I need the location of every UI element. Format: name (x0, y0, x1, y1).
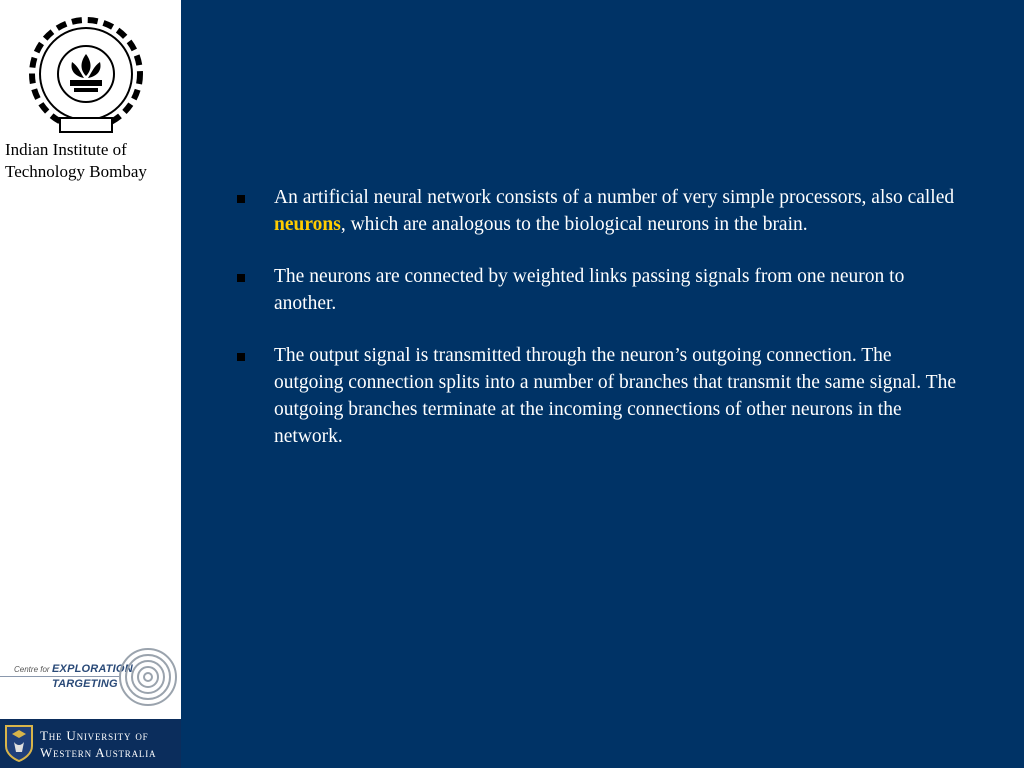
iitb-logo (22, 14, 150, 138)
bullet-list (235, 184, 965, 475)
bullet-item (235, 184, 965, 238)
institute-name-line1: Indian Institute of (5, 140, 127, 159)
bullet-text-after: , which are analogous to the biological neurons in the brain. (340, 214, 808, 235)
institute-name (5, 139, 181, 183)
bullet-item (235, 342, 965, 450)
bullet-square-icon (237, 353, 245, 361)
cet-rings-icon (118, 647, 178, 707)
institute-name-line2: Technology Bombay (5, 162, 147, 181)
slide-content (181, 0, 1024, 768)
cet-logo (0, 645, 181, 709)
uwa-name-line2: Western Australia (40, 745, 157, 760)
bullet-square-icon (237, 274, 245, 282)
bullet-text: The neurons are connected by weighted links passing signals from one neuron to another. (274, 266, 905, 314)
cet-logo-rule (0, 676, 120, 677)
uwa-name-line1: The University of (40, 728, 149, 743)
bullet-item (235, 263, 965, 317)
uwa-banner (0, 719, 181, 768)
uwa-crest-icon (4, 724, 34, 762)
highlight-term: neurons (274, 214, 341, 235)
cet-logo-line2: TARGETING (52, 678, 118, 690)
cet-logo-small-text: Centre for (14, 665, 50, 674)
bullet-text-before: An artificial neural network consists of a number of very simple processors, also called (274, 187, 955, 208)
bullet-text: The output signal is transmitted through the neuron’s outgoing connection. The outgoing connection splits into a number of branches that transmit the same signal. The outgoing branches terminate at the incoming connections of other neurons in the network. (274, 345, 956, 447)
cet-logo-line1: EXPLORATION (52, 663, 133, 675)
bullet-square-icon (237, 195, 245, 203)
sidebar (0, 0, 181, 768)
